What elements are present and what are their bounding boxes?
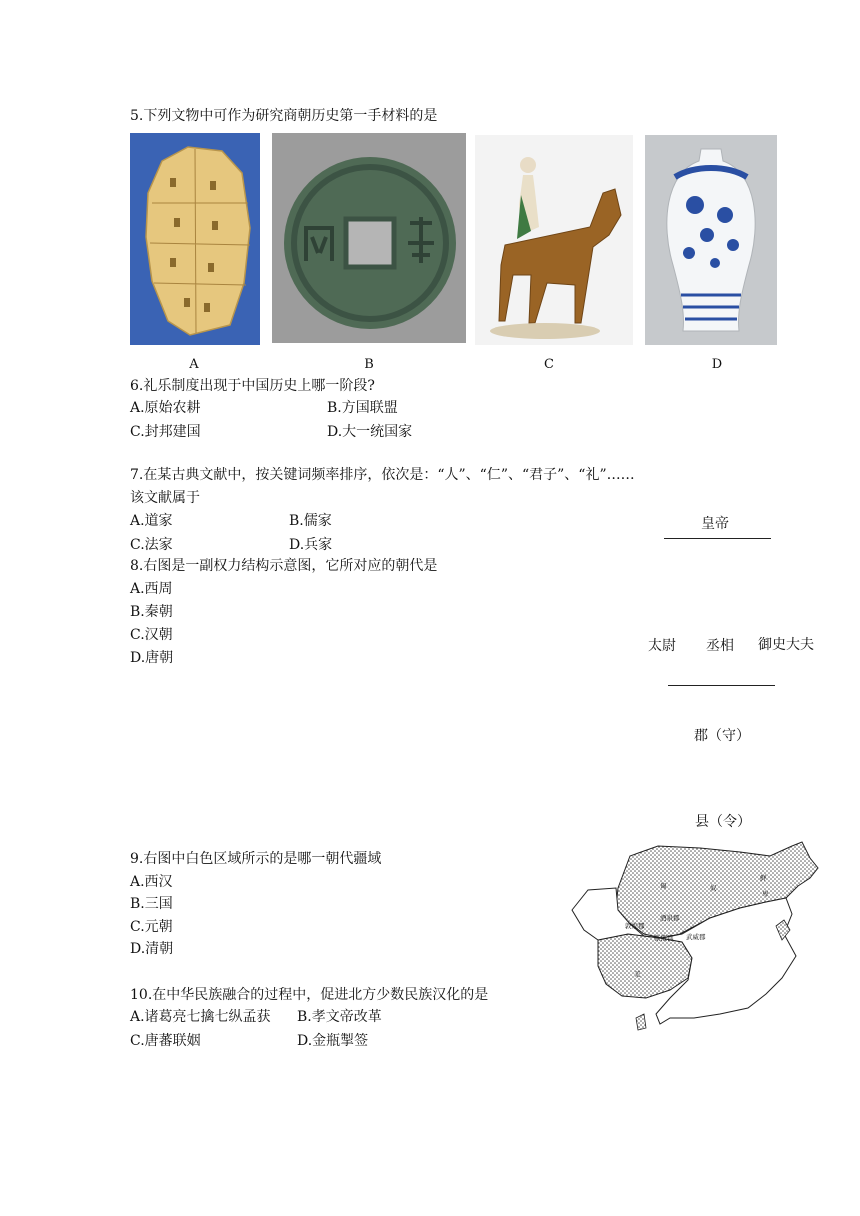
q8-question: 8.右图是一副权力结构示意图，它所对应的朝代是 — [130, 558, 438, 574]
q8-option-b: B.秦朝 — [130, 604, 173, 620]
q6-option-b: B.方国联盟 — [327, 400, 398, 416]
q7-option-b: B.儒家 — [289, 513, 332, 529]
diagram-line-mid — [668, 685, 775, 686]
q9-option-b: B.三国 — [130, 896, 173, 912]
q6-question: 6.礼乐制度出现于中国历史上哪一阶段? — [130, 378, 375, 394]
map-label-zhangye: 张掖郡 — [654, 934, 674, 942]
map-label-dunhuang: 敦煌郡 — [625, 922, 645, 930]
q6-option-c: C.封邦建国 — [130, 424, 201, 440]
diagram-county: 县（令） — [695, 814, 751, 830]
q7-option-d: D.兵家 — [289, 537, 333, 553]
oracle-bone-image — [130, 133, 260, 345]
map-label-jiuquan: 酒泉郡 — [660, 914, 680, 922]
q10-option-d: D.金瓶掣签 — [297, 1033, 369, 1049]
map-label-xiong: 匈 — [660, 882, 667, 890]
q8-option-a: A.西周 — [130, 581, 173, 597]
diagram-chengxiang: 丞相 — [706, 638, 734, 654]
caption-b: B — [364, 357, 374, 372]
map-label-qiang: 羌 — [634, 970, 641, 978]
caption-c: C — [544, 357, 554, 372]
q7-option-a: A.道家 — [130, 513, 173, 529]
q7-option-c: C.法家 — [130, 537, 173, 553]
diagram-emperor: 皇帝 — [701, 516, 729, 532]
tang-sancai-horse-image — [475, 135, 633, 345]
q6-option-a: A.原始农耕 — [130, 400, 201, 416]
diagram-yushidafu: 御史大夫 — [758, 637, 814, 653]
q9-option-a: A.西汉 — [130, 874, 173, 890]
map-label-bei: 卑 — [762, 890, 769, 898]
blue-white-vase-image — [645, 135, 777, 345]
q10-question: 10.在中华民族融合的过程中，促进北方少数民族汉化的是 — [130, 987, 489, 1003]
q10-option-a: A.诸葛亮七擒七纵孟获 — [130, 1009, 271, 1025]
q9-option-d: D.清朝 — [130, 941, 174, 957]
diagram-commandery: 郡（守） — [694, 728, 750, 744]
q10-option-c: C.唐蕃联姻 — [130, 1033, 201, 1049]
q7-question-cont: 该文献属于 — [130, 490, 200, 506]
territory-map — [570, 838, 825, 1033]
coin-image — [272, 133, 466, 343]
q9-option-c: C.元朝 — [130, 919, 173, 935]
caption-a: A — [189, 357, 199, 372]
q5-question: 5.下列文物中可作为研究商朝历史第一手材料的是 — [130, 108, 438, 124]
diagram-line-top — [664, 538, 771, 539]
q9-question: 9.右图中白色区域所示的是哪一朝代疆域 — [130, 851, 382, 867]
q10-option-b: B.孝文帝改革 — [297, 1009, 382, 1025]
caption-d: D — [711, 357, 723, 372]
q8-option-d: D.唐朝 — [130, 650, 174, 666]
map-label-wuwei: 武威郡 — [686, 933, 706, 941]
map-label-xian: 鲜 — [760, 874, 767, 882]
q6-option-d: D.大一统国家 — [327, 424, 413, 440]
q8-option-c: C.汉朝 — [130, 627, 173, 643]
q7-question: 7.在某古典文献中，按关键词频率排序，依次是：“人”、“仁”、“君子”、“礼”…… — [130, 467, 635, 483]
diagram-taiwei: 太尉 — [648, 638, 676, 654]
map-label-nu: 奴 — [710, 884, 717, 892]
